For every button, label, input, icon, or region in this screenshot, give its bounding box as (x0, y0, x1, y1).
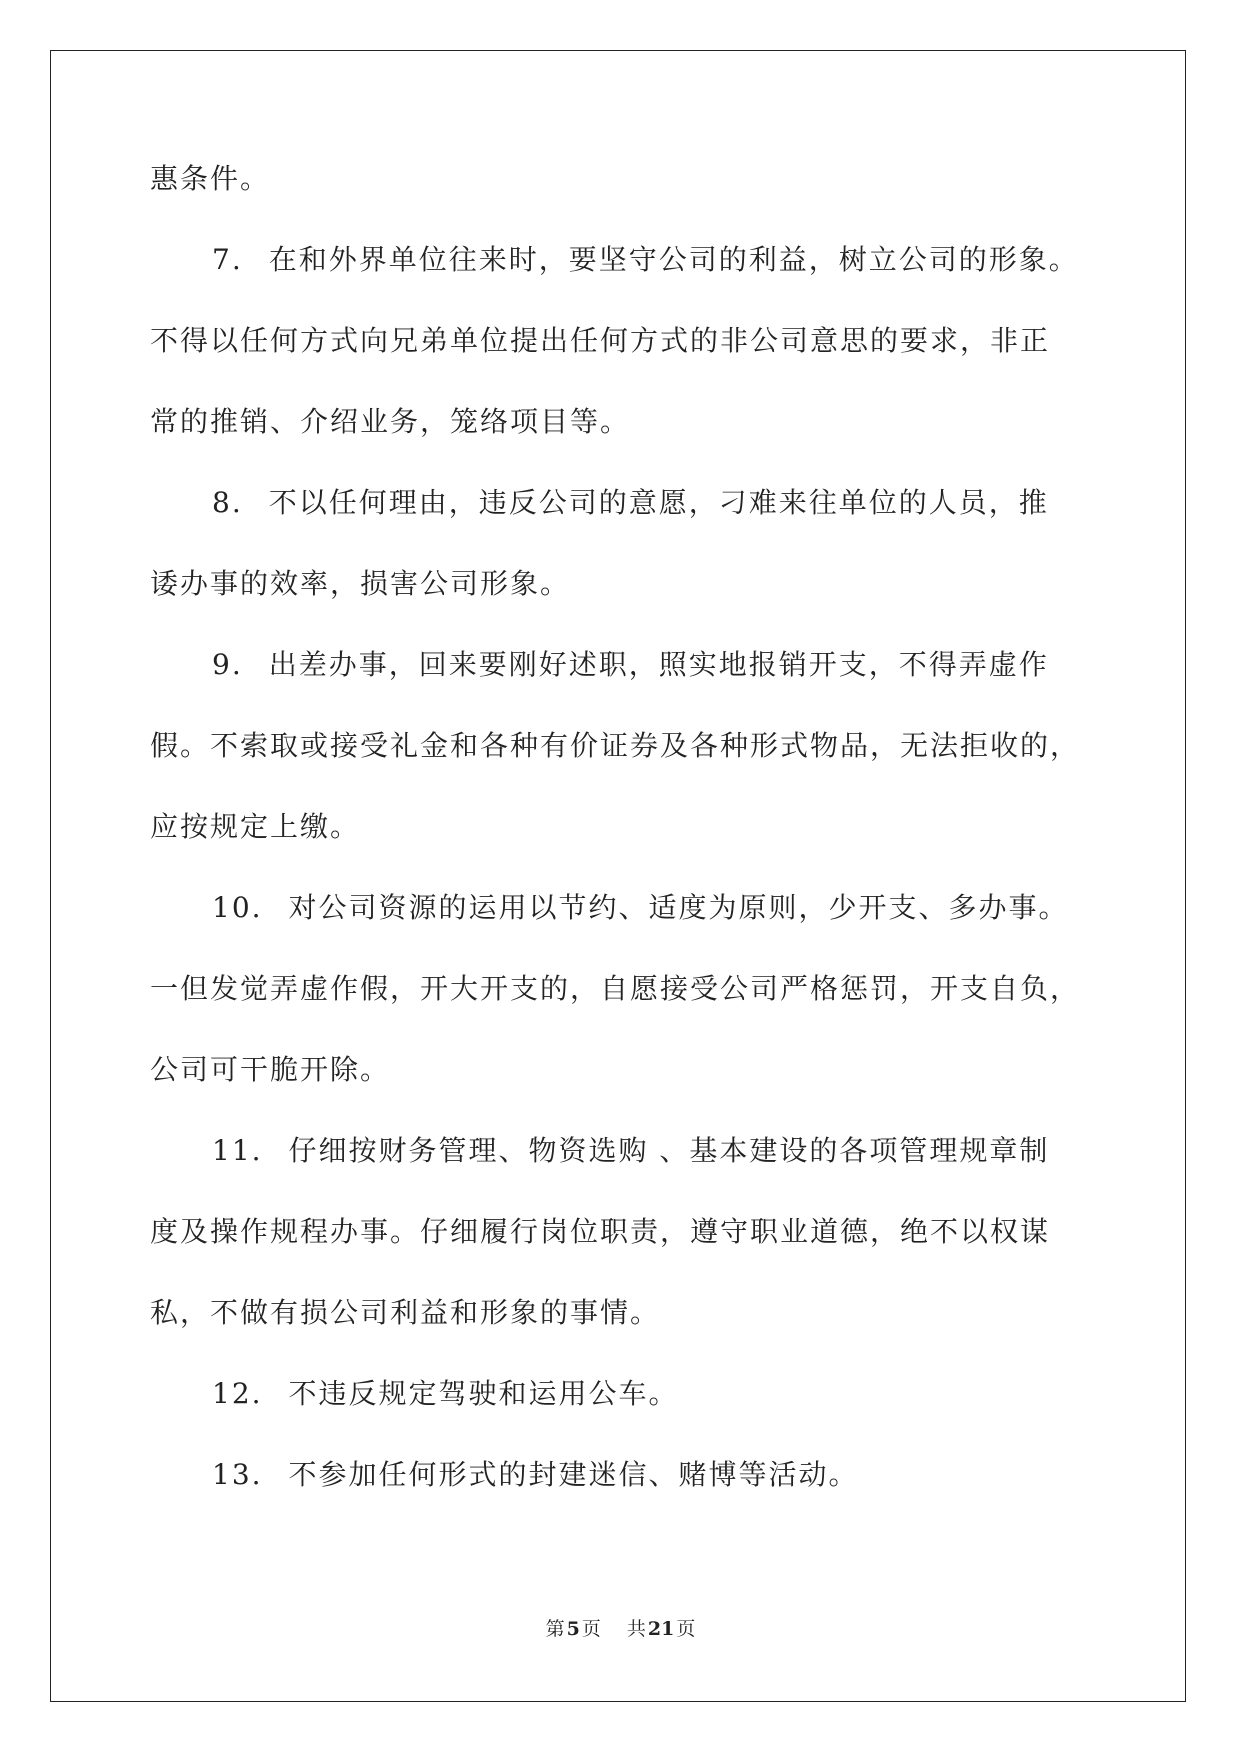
item-number: 10. (212, 891, 263, 924)
text-line (150, 240, 1090, 321)
text-line (150, 1212, 1090, 1293)
line-text: 常的推销、介绍业务，笼络项目等。 (150, 405, 631, 438)
text-line (150, 1050, 1090, 1131)
footer-page-suffix: 页 (581, 1618, 601, 1640)
footer-total-pages: 21 (647, 1618, 675, 1640)
line-text: 度及操作规程办事。仔细履行岗位职责，遵守职业道德，绝不以权谋 (150, 1215, 1051, 1248)
text-line (150, 969, 1090, 1050)
text-line (150, 321, 1090, 402)
text-line (150, 888, 1090, 969)
line-text: 一但发觉弄虚作假，开大开支的，自愿接受公司严格惩罚，开支自负， (150, 972, 1081, 1005)
line-text: 仔细按财务管理、物资选购 、基本建设的各项管理规章制 (288, 1134, 1050, 1167)
line-text: 对公司资源的运用以节约、适度为原则，少开支、多办事。 (288, 891, 1069, 924)
item-number: 11. (212, 1134, 263, 1167)
text-line (150, 564, 1090, 645)
item-number: 13. (212, 1458, 263, 1491)
line-text: 不违反规定驾驶和运用公车。 (288, 1377, 679, 1410)
line-text: 私，不做有损公司利益和形象的事情。 (150, 1296, 661, 1329)
line-text: 惠条件。 (150, 162, 271, 195)
footer-page-number: 5 (566, 1618, 580, 1640)
item-number: 8. (212, 486, 243, 519)
item-number: 9. (212, 648, 243, 681)
line-text: 在和外界单位往来时，要坚守公司的利益，树立公司的形象。 (268, 243, 1079, 276)
footer-total-prefix: 共 (626, 1618, 646, 1640)
text-line (150, 1374, 1090, 1455)
footer-total-suffix: 页 (676, 1618, 696, 1640)
item-number: 12. (212, 1377, 263, 1410)
text-line (150, 1455, 1090, 1536)
text-line (150, 645, 1090, 726)
text-line (150, 1293, 1090, 1374)
line-text: 不以任何理由，违反公司的意愿，刁难来往单位的人员，推 (268, 486, 1049, 519)
line-text: 应按规定上缴。 (150, 810, 361, 843)
line-text: 出差办事，回来要刚好述职，照实地报销开支，不得弄虚作 (268, 648, 1049, 681)
text-line (150, 402, 1090, 483)
line-text: 公司可干脆开除。 (150, 1053, 391, 1086)
line-text: 诿办事的效率，损害公司形象。 (150, 567, 571, 600)
line-text: 不参加任何形式的封建迷信、赌博等活动。 (288, 1458, 859, 1491)
text-line (150, 1131, 1090, 1212)
line-text: 不得以任何方式向兄弟单位提出任何方式的非公司意思的要求，非正 (150, 324, 1051, 357)
footer-page-prefix: 第 (545, 1618, 565, 1640)
line-text: 假。不索取或接受礼金和各种有价证券及各种形式物品，无法拒收的， (150, 729, 1081, 762)
text-line (150, 726, 1090, 807)
text-line (150, 483, 1090, 564)
text-line (150, 159, 1090, 240)
item-number: 7. (212, 243, 243, 276)
document-body (150, 159, 1090, 1536)
page-footer (0, 1614, 1241, 1641)
text-line (150, 807, 1090, 888)
